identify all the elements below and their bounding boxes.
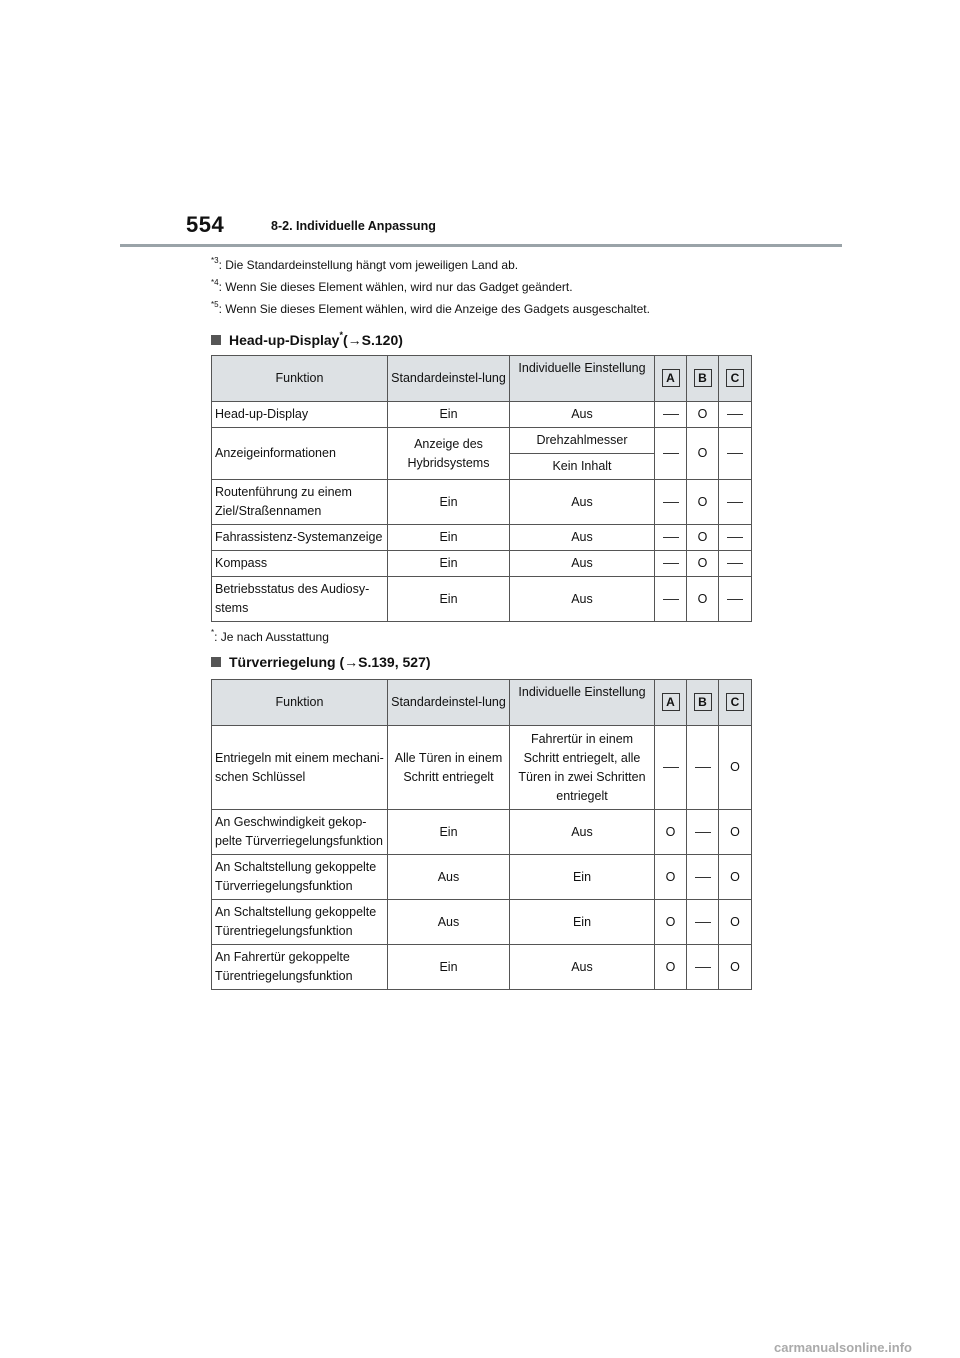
table-row: Routenführung zu einem Ziel/Straßennamen Ein Aus O [212,480,752,525]
section-title: 8-2. Individuelle Anpassung [271,219,436,233]
hud-table [211,355,752,622]
dash-icon [663,414,679,415]
box-b-icon: B [694,369,712,387]
hud-footnote: *: Je nach Ausstattung [211,628,329,644]
hud-heading: Head-up-Display*(→S.120) [211,330,403,348]
table-header-row [212,356,752,402]
door-heading: Türverriegelung (→S.139, 527) [211,654,431,670]
box-a-icon: A [662,693,680,711]
box-c-icon: C [726,693,744,711]
table-row: An Fahrertür gekoppelte Türentriegelungsfunktion Ein Aus O O [212,945,752,990]
header-custom: Individuelle Einstellung [510,680,655,726]
dash-icon [663,767,679,768]
table-row: Entriegeln mit einem mechani-schen Schlüssel Alle Türen in einem Schritt entriegelt Fahrertür in einem Schritt entriegelt, alle Türen in zwei Schritten entriegelt O [212,726,752,810]
box-a-icon: A [662,369,680,387]
dash-icon [663,502,679,503]
table-row: Betriebsstatus des Audiosy-stems Ein Aus O [212,577,752,622]
header-default: Standardeinstel-lung [388,680,510,726]
dash-icon [727,599,743,600]
bullet-square-icon [211,335,221,345]
dash-icon [663,563,679,564]
dash-icon [695,877,711,878]
header-function: Funktion [212,356,388,402]
dash-icon [727,537,743,538]
dash-icon [695,967,711,968]
table-row: Head-up-Display Ein Aus O [212,402,752,428]
dash-icon [663,537,679,538]
table-row: An Schaltstellung gekoppelte Türverriegelungsfunktion Aus Ein O O [212,855,752,900]
table-row: An Geschwindigkeit gekop-pelte Türverriegelungsfunktion Ein Aus O O [212,810,752,855]
table-row: Anzeigeinformationen Anzeige des Hybridsystems Drehzahlmesser O [212,428,752,454]
dash-icon [695,922,711,923]
dash-icon [727,563,743,564]
footnote-4: $^{*4}$: Wenn Sie dieses Element wählen, wird nur das Gadget geändert. [211,278,573,294]
bullet-square-icon [211,657,221,667]
dash-icon [727,453,743,454]
dash-icon [727,414,743,415]
table-row: Fahrassistenz-Systemanzeige Ein Aus O [212,525,752,551]
table-row: An Schaltstellung gekoppelte Türentriegelungsfunktion Aus Ein O O [212,900,752,945]
table-header-row [212,680,752,726]
box-c-icon: C [726,369,744,387]
table-row: Kompass Ein Aus O [212,551,752,577]
header-default: Standardeinstel-lung [388,356,510,402]
dash-icon [695,767,711,768]
header-rule [120,244,842,247]
header-custom: Individuelle Einstellung [510,356,655,402]
footnote-5: $^{*5}$: Wenn Sie dieses Element wählen, wird die Anzeige des Gadgets ausgeschaltet. [211,300,650,316]
table-row: Kein Inhalt [212,454,752,480]
dash-icon [727,502,743,503]
footnote-3: $^{*3}$: Die Standardeinstellung hängt vom jeweiligen Land ab. [211,256,519,272]
door-table [211,679,752,990]
header-function: Funktion [212,680,388,726]
dash-icon [663,453,679,454]
dash-icon [695,832,711,833]
page-number: 554 [186,212,225,237]
dash-icon [663,599,679,600]
box-b-icon: B [694,693,712,711]
watermark: carmanualsonline.info [774,1340,912,1355]
